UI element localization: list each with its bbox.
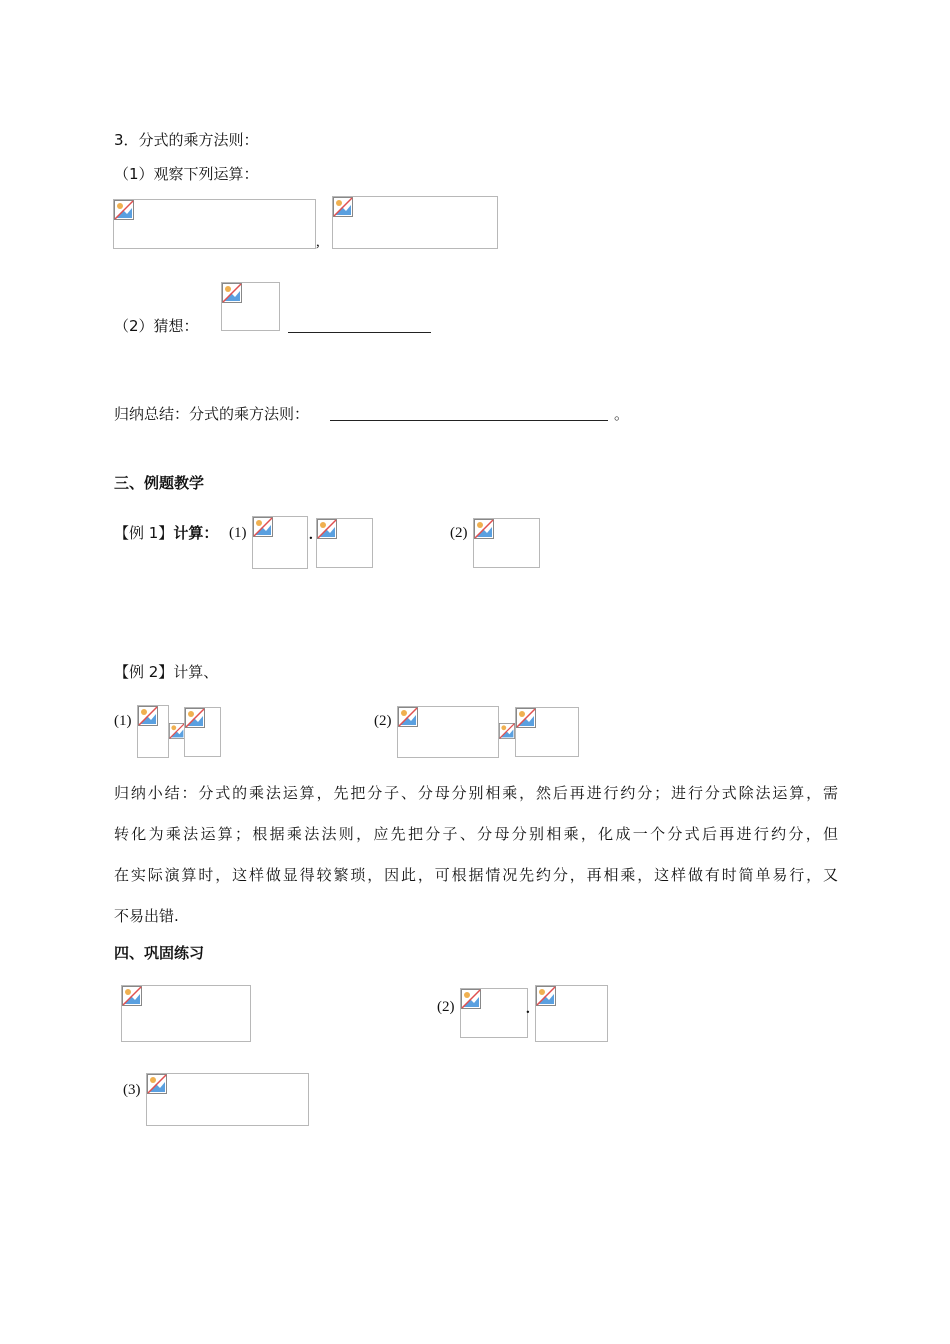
answer-blank[interactable] bbox=[288, 332, 431, 333]
example-1-label bbox=[114, 523, 218, 543]
formula-image bbox=[535, 985, 608, 1042]
section-heading: 四、巩固练习 bbox=[114, 944, 205, 962]
formula-image bbox=[121, 985, 251, 1042]
problem-number: (3) bbox=[123, 1082, 141, 1098]
broken-image-icon bbox=[114, 200, 134, 220]
broken-image-icon bbox=[516, 708, 536, 728]
multiply-dot: . bbox=[526, 1001, 530, 1017]
formula-image bbox=[169, 723, 185, 740]
example-instruction: 计算 bbox=[173, 524, 204, 542]
broken-image-icon bbox=[461, 989, 481, 1009]
formula-image bbox=[221, 282, 280, 331]
broken-image-icon bbox=[122, 986, 142, 1006]
broken-image-icon bbox=[333, 197, 353, 217]
broken-image-icon bbox=[147, 1074, 167, 1094]
summary-label: 归纳总结：分式的乘方法则： bbox=[114, 405, 310, 423]
separator-comma: , bbox=[316, 234, 320, 250]
guess-label: （2）猜想： bbox=[114, 317, 199, 335]
broken-image-icon bbox=[536, 986, 556, 1006]
problem-number: (1) bbox=[114, 713, 132, 729]
formula-image bbox=[332, 196, 498, 249]
broken-image-icon bbox=[185, 708, 205, 728]
broken-image-icon bbox=[499, 723, 515, 739]
section-heading: 3．分式的乘方法则： bbox=[114, 131, 259, 149]
summary-line: 归纳小结：分式的乘法运算，先把分子、分母分别相乘，然后再进行约分；进行分式除法运算，需 bbox=[114, 784, 838, 802]
formula-image bbox=[473, 518, 540, 568]
problem-number: (2) bbox=[374, 713, 392, 729]
formula-image bbox=[515, 707, 579, 757]
broken-image-icon bbox=[398, 707, 418, 727]
broken-image-icon bbox=[474, 519, 494, 539]
problem-number: (1) bbox=[229, 525, 247, 541]
broken-image-icon bbox=[138, 706, 158, 726]
summary-line: 在实际演算时，这样做显得较繁琐，因此，可根据情况先约分，再相乘，这样做有时简单易行，又 bbox=[114, 866, 838, 884]
example-tag: 【例 1】 bbox=[114, 524, 174, 542]
broken-image-icon bbox=[253, 517, 273, 537]
formula-image bbox=[460, 988, 528, 1038]
broken-image-icon bbox=[169, 723, 185, 739]
formula-image bbox=[137, 705, 169, 758]
formula-image bbox=[184, 707, 221, 757]
multiply-dot: . bbox=[309, 527, 313, 543]
problem-number: (2) bbox=[450, 525, 468, 541]
colon: ： bbox=[203, 524, 219, 542]
broken-image-icon bbox=[222, 283, 242, 303]
example-2-label: 【例 2】计算、 bbox=[114, 663, 219, 681]
summary-line: 不易出错. bbox=[114, 907, 179, 925]
summary-line: 转化为乘法运算；根据乘法法则，应先把分子、分母分别相乘，化成一个分式后再进行约分，但 bbox=[114, 825, 838, 843]
formula-image bbox=[146, 1073, 309, 1126]
problem-number: (2) bbox=[437, 999, 455, 1015]
formula-image bbox=[397, 706, 499, 758]
formula-image bbox=[499, 723, 515, 740]
summary-end: 。 bbox=[614, 405, 630, 423]
answer-blank[interactable] bbox=[330, 420, 608, 421]
section-heading: 三、例题教学 bbox=[114, 474, 205, 492]
broken-image-icon bbox=[317, 519, 337, 539]
summary-paragraph bbox=[114, 773, 838, 937]
formula-image bbox=[252, 516, 308, 569]
formula-image bbox=[113, 199, 316, 249]
observe-label: （1）观察下列运算： bbox=[114, 165, 259, 183]
formula-image bbox=[316, 518, 373, 568]
